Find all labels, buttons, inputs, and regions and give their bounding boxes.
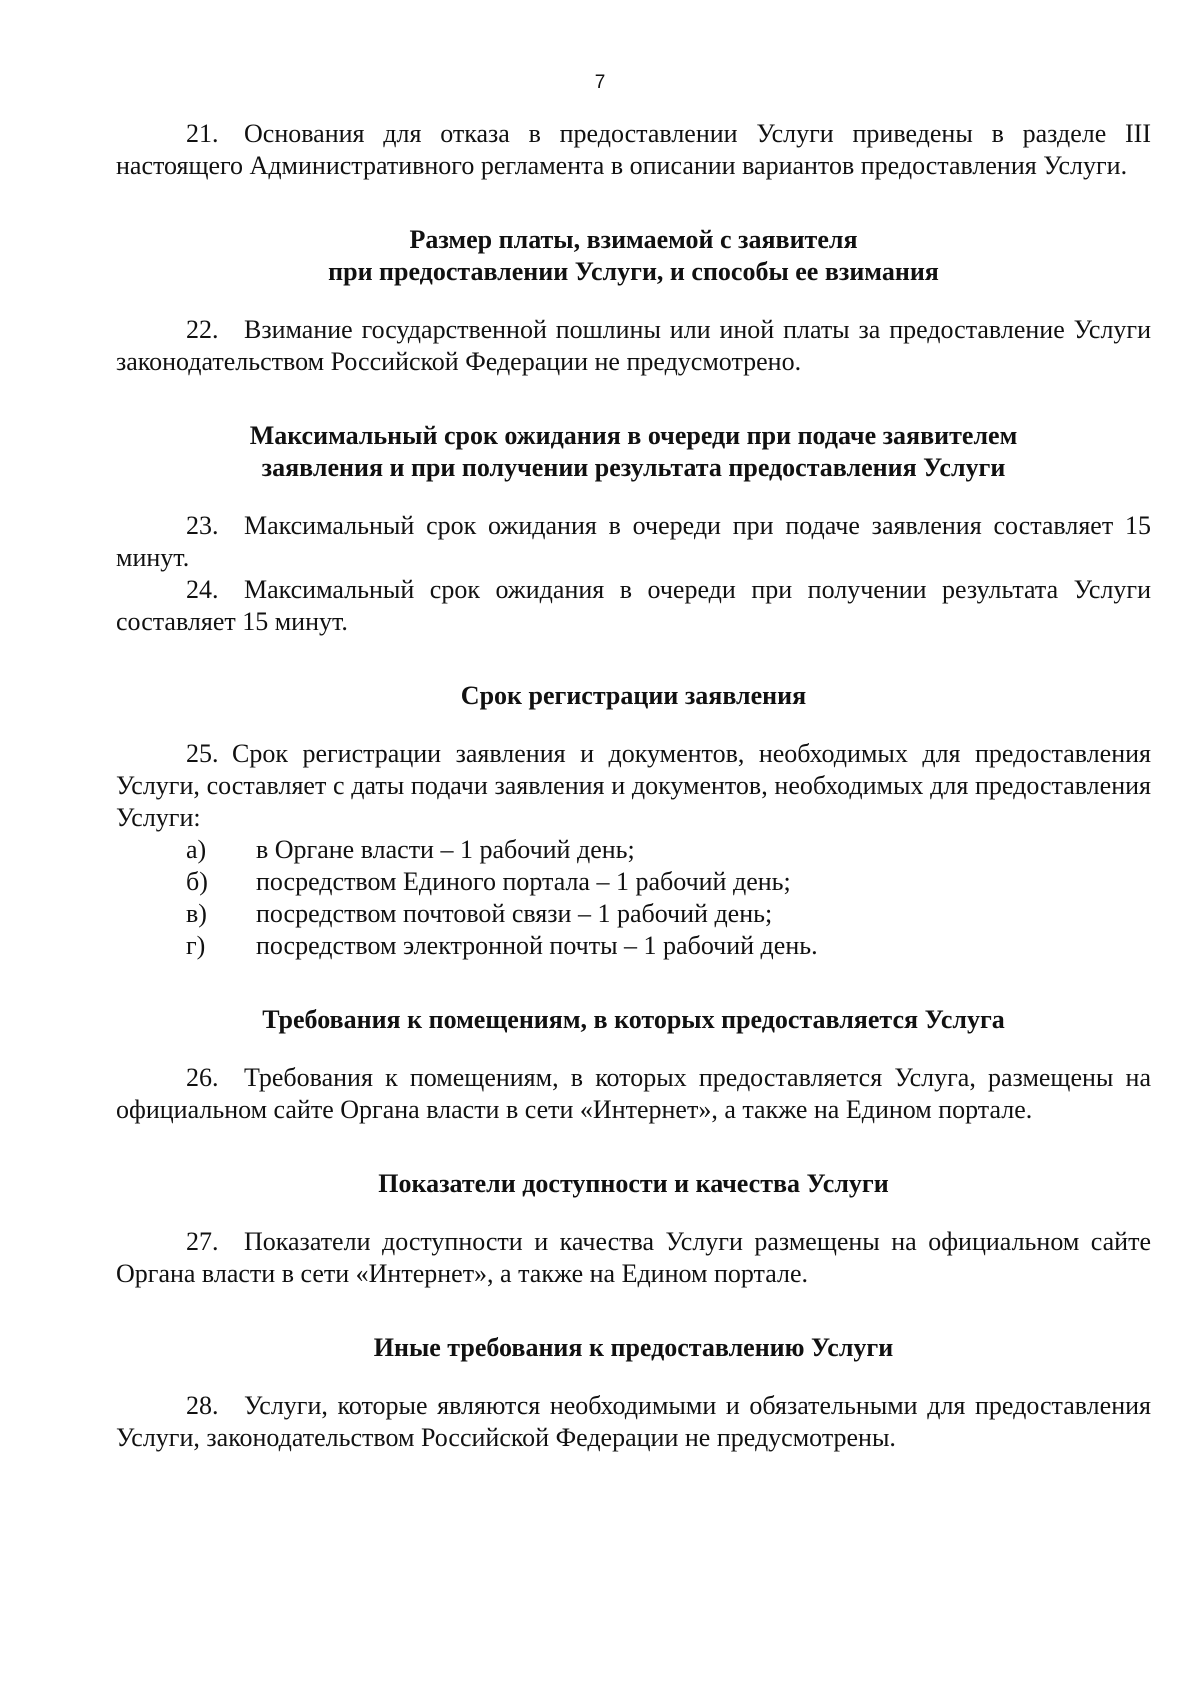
heading-line: Размер платы, взимаемой с заявителя [409, 225, 858, 254]
list-label: в) [186, 899, 207, 928]
list-item [116, 866, 1151, 898]
list-item [116, 898, 1151, 930]
paragraph-25 [116, 738, 1151, 834]
list-item [116, 834, 1151, 866]
heading-line: заявления и при получении результата предоставления Услуги [261, 453, 1006, 482]
paragraph-28 [116, 1390, 1151, 1454]
section-heading-fee [116, 224, 1151, 288]
list-label: г) [186, 931, 206, 960]
list-text: в Органе власти – 1 рабочий день; [256, 835, 635, 864]
paragraph-22 [116, 314, 1151, 378]
paragraph-number: 24. [186, 575, 219, 604]
paragraph-text: Максимальный срок ожидания в очереди при получении результата Услуги составляет 15 минут. [116, 575, 1151, 636]
paragraph-number: 23. [186, 511, 219, 540]
paragraph-number: 27. [186, 1227, 219, 1256]
paragraph-26 [116, 1062, 1151, 1126]
list-label: а) [186, 835, 207, 864]
section-heading-other: Иные требования к предоставлению Услуги [373, 1333, 894, 1362]
paragraph-number: 22. [186, 315, 219, 344]
section-heading-queue [116, 420, 1151, 484]
paragraph-27 [116, 1226, 1151, 1290]
paragraph-23 [116, 510, 1151, 574]
list-label: б) [186, 867, 208, 896]
paragraph-number: 26. [186, 1063, 219, 1092]
paragraph-number: 25. [186, 739, 219, 768]
paragraph-number: 21. [186, 119, 219, 148]
paragraph-text: Срок регистрации заявления и документов, необходимых для предоставления Услуги, составляет с даты подачи заявления и документов, необходимых для предоставления Услуги: [116, 739, 1151, 832]
paragraph-text: Услуги, которые являются необходимыми и обязательными для предоставления Услуги, законодательством Российской Федерации не предусмотрены. [116, 1391, 1151, 1452]
paragraph-text: Показатели доступности и качества Услуги размещены на официальном сайте Органа власти в сети «Интернет», а также на Едином портале. [116, 1227, 1151, 1288]
paragraph-number: 28. [186, 1391, 219, 1420]
document-body [116, 118, 1151, 1454]
list-text: посредством электронной почты – 1 рабочий день. [256, 931, 818, 960]
section-heading-rooms: Требования к помещениям, в которых предоставляется Услуга [262, 1005, 1005, 1034]
paragraph-text: Требования к помещениям, в которых предоставляется Услуга, размещены на официальном сайте Органа власти в сети «Интернет», а также на Едином портале. [116, 1063, 1151, 1124]
section-heading-quality: Показатели доступности и качества Услуги [378, 1169, 889, 1198]
list-text: посредством почтовой связи – 1 рабочий день; [256, 899, 773, 928]
paragraph-text: Основания для отказа в предоставлении Услуги приведены в разделе III настоящего Административного регламента в описании вариантов предоставления Услуги. [116, 119, 1151, 180]
paragraph-21 [116, 118, 1151, 182]
paragraph-text: Максимальный срок ожидания в очереди при подаче заявления составляет 15 минут. [116, 511, 1151, 572]
list-item [116, 930, 1151, 962]
heading-line: при предоставлении Услуги, и способы ее взимания [328, 257, 939, 286]
paragraph-text: Взимание государственной пошлины или иной платы за предоставление Услуги законодательством Российской Федерации не предусмотрено. [116, 315, 1151, 376]
heading-line: Максимальный срок ожидания в очереди при подаче заявителем [249, 421, 1018, 450]
section-heading-registration: Срок регистрации заявления [460, 681, 807, 710]
list-text: посредством Единого портала – 1 рабочий день; [256, 867, 791, 896]
paragraph-24 [116, 574, 1151, 638]
page-number: 7 [594, 72, 606, 93]
